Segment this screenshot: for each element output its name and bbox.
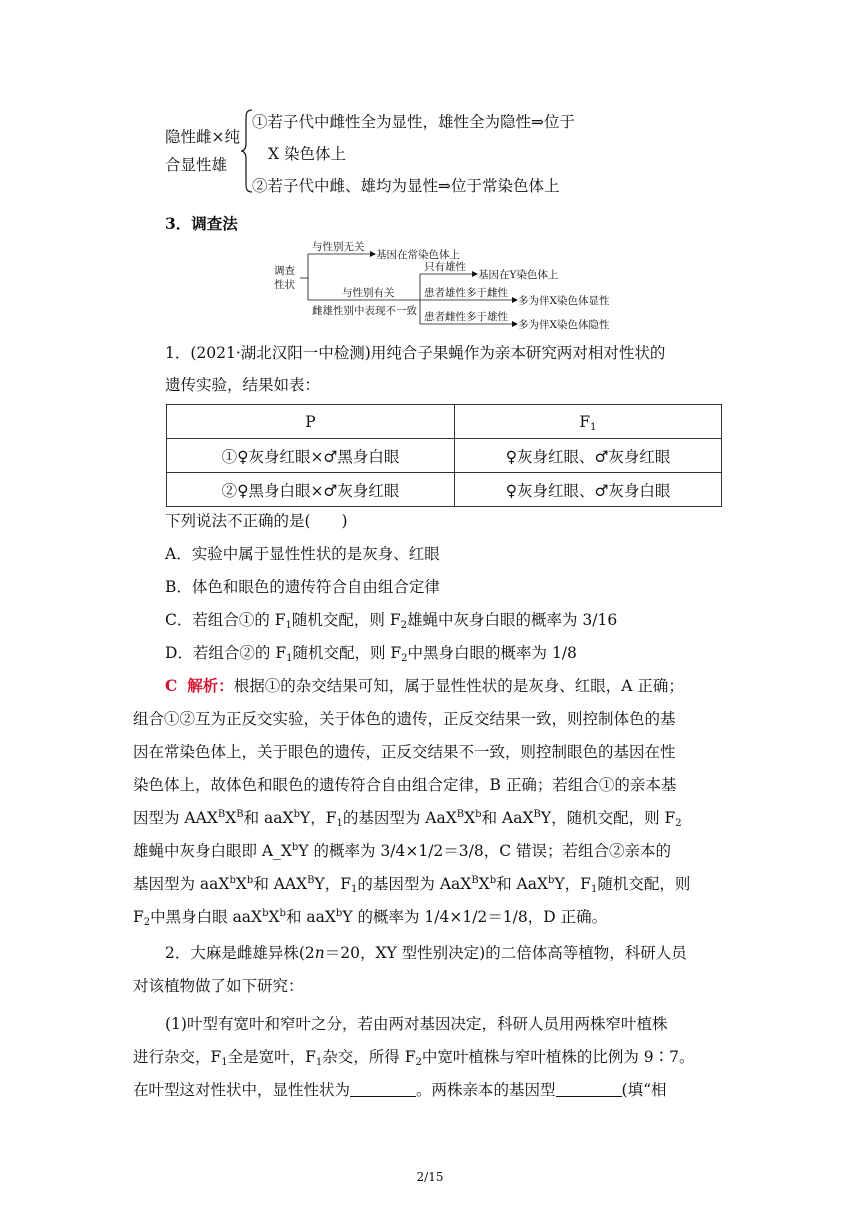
diagram-sub-2-label: 患者雄性多于雌性	[424, 287, 508, 299]
q1-analysis-line-4: 染色体上，故体色和眼色的遗传符合自由组合定律，B 正确；若组合①的亲本基	[133, 776, 677, 794]
q2-stem-2: 对该植物做了如下研究：	[133, 977, 304, 995]
table-row	[167, 439, 722, 473]
q1-option-d: D．若组合②的 $F_1$随机交配，则 $F_2$中黑身白眼的概率为 1/8	[165, 644, 577, 664]
diagram-branch-1-result: 基因在常染色体上	[376, 249, 460, 261]
q1-analysis-line-5: 因型为 $AAX^BX^B$和 aaX$^b$Y，$F_1$的基因型为 $AaX^BX^b$和 AaX$^B$Y，随机交配，则 $F_2$	[133, 809, 682, 829]
q2-p1-line-1: (1)叶型有宽叶和窄叶之分，若由两对基因决定，科研人员用两株窄叶植株	[165, 1015, 668, 1033]
diagram-root-1: 调查	[274, 265, 295, 277]
q1-results-table	[166, 404, 722, 507]
answer-letter: C	[165, 676, 178, 695]
analysis-label: 解析：	[187, 676, 234, 695]
q1-analysis-line-2: 组合①②互为正反交实验，关于体色的遗传，正反交结果一致，则控制体色的基	[133, 710, 676, 728]
table-cell: ♀灰身红眼、♂灰身红眼	[454, 439, 721, 473]
table-row	[167, 405, 722, 439]
brace-case-2: ②若子代中雌、雄均为显性⇒位于常染色体上	[252, 177, 560, 195]
diagram-branch-1-label: 与性别无关	[312, 241, 365, 253]
method-3-heading: 3．调查法	[165, 214, 238, 233]
q2-stem-1: 2．大麻是雌雄异株(2n＝20，XY 型性别决定)的二倍体高等植物，科研人员	[165, 944, 687, 962]
table-row	[167, 473, 722, 507]
diagram-sub-1-label: 只有雄性	[424, 261, 466, 273]
brace-left-label-2: 合显性雄	[165, 156, 228, 174]
diagram-sub-3-label: 患者雌性多于雄性	[424, 311, 508, 323]
answer-blank-1[interactable]	[350, 1080, 416, 1097]
diagram-sub-2-result: 多为伴X染色体显性	[518, 295, 610, 307]
q2-p1-line-3: 在叶型这对性状中，显性性状为 。两株亲本的基因型 (填“相	[133, 1081, 667, 1099]
diagram-branch-2-sub: 雌雄性别中表现不一致	[312, 305, 417, 317]
table-cell: ②♀黑身白眼×♂灰身红眼	[167, 473, 455, 507]
table-header-p: P	[167, 405, 455, 439]
diagram-root-2: 性状	[274, 279, 295, 291]
diagram-sub-3-result: 多为伴X染色体隐性	[518, 319, 610, 331]
survey-method-diagram	[270, 238, 630, 334]
q1-analysis-line-6: 雄蝇中灰身白眼即 $A\_X^bY$ 的概率为 3/4×1/2＝3/8，C 错误；若组合②亲本的	[133, 842, 672, 860]
diagram-branch-2-label: 与性别有关	[342, 287, 395, 299]
table-cell: ①♀灰身红眼×♂黑身白眼	[167, 439, 455, 473]
q1-option-b: B．体色和眼色的遗传符合自由组合定律	[165, 578, 440, 596]
answer-blank-2[interactable]	[556, 1080, 622, 1097]
table-cell: ♀灰身红眼、♂灰身白眼	[454, 473, 721, 507]
brace-case-1a: ①若子代中雌性全为显性，雄性全为隐性⇒位于	[252, 113, 575, 131]
q1-analysis-line-7: 基因型为 $aaX^bX^b$和 $AAX^BY$，$F_1$的基因型为 $AaX^BX^b$和 AaX$^b$Y，$F_1$随机交配，则	[133, 875, 691, 895]
brace-left-label-1: 隐性雌×纯	[165, 128, 240, 146]
diagram-sub-1-result: 基因在Y染色体上	[478, 269, 559, 281]
q1-analysis-line-1: C 解析：根据①的杂交结果可知，属于显性性状的是灰身、红眼，A 正确；	[165, 676, 684, 695]
q1-analysis-line-3: 因在常染色体上，关于眼色的遗传，正反交结果不一致，则控制眼色的基因在性	[133, 743, 676, 761]
table-header-f1: $F_1$	[454, 405, 721, 439]
q2-p1-line-2: 进行杂交，$F_1$全是宽叶，$F_1$杂交，所得 $F_2$中宽叶植株与窄叶植株的比例为 9∶7。	[133, 1048, 695, 1068]
q1-analysis-line-8: $F_2$中黑身白眼 $aaX^bX^b$和 aaX$^b$Y 的概率为 1/4×1/2＝1/8，D 正确。	[133, 908, 608, 928]
q1-stem-2: 遗传实验，结果如表：	[165, 376, 321, 394]
page-number: 2/15	[416, 1170, 444, 1184]
q1-stem-1: 1．(2021·湖北汉阳一中检测)用纯合子果蝇作为亲本研究两对相对性状的	[165, 344, 666, 362]
q1-prompt: 下列说法不正确的是( )	[165, 512, 348, 530]
q1-option-c: C．若组合①的 $F_1$随机交配，则 $F_2$雄蝇中灰身白眼的概率为 3/16	[165, 611, 618, 631]
q1-option-a: A．实验中属于显性性状的是灰身、红眼	[165, 545, 440, 563]
brace-case-1b: X 染色体上	[268, 145, 346, 163]
